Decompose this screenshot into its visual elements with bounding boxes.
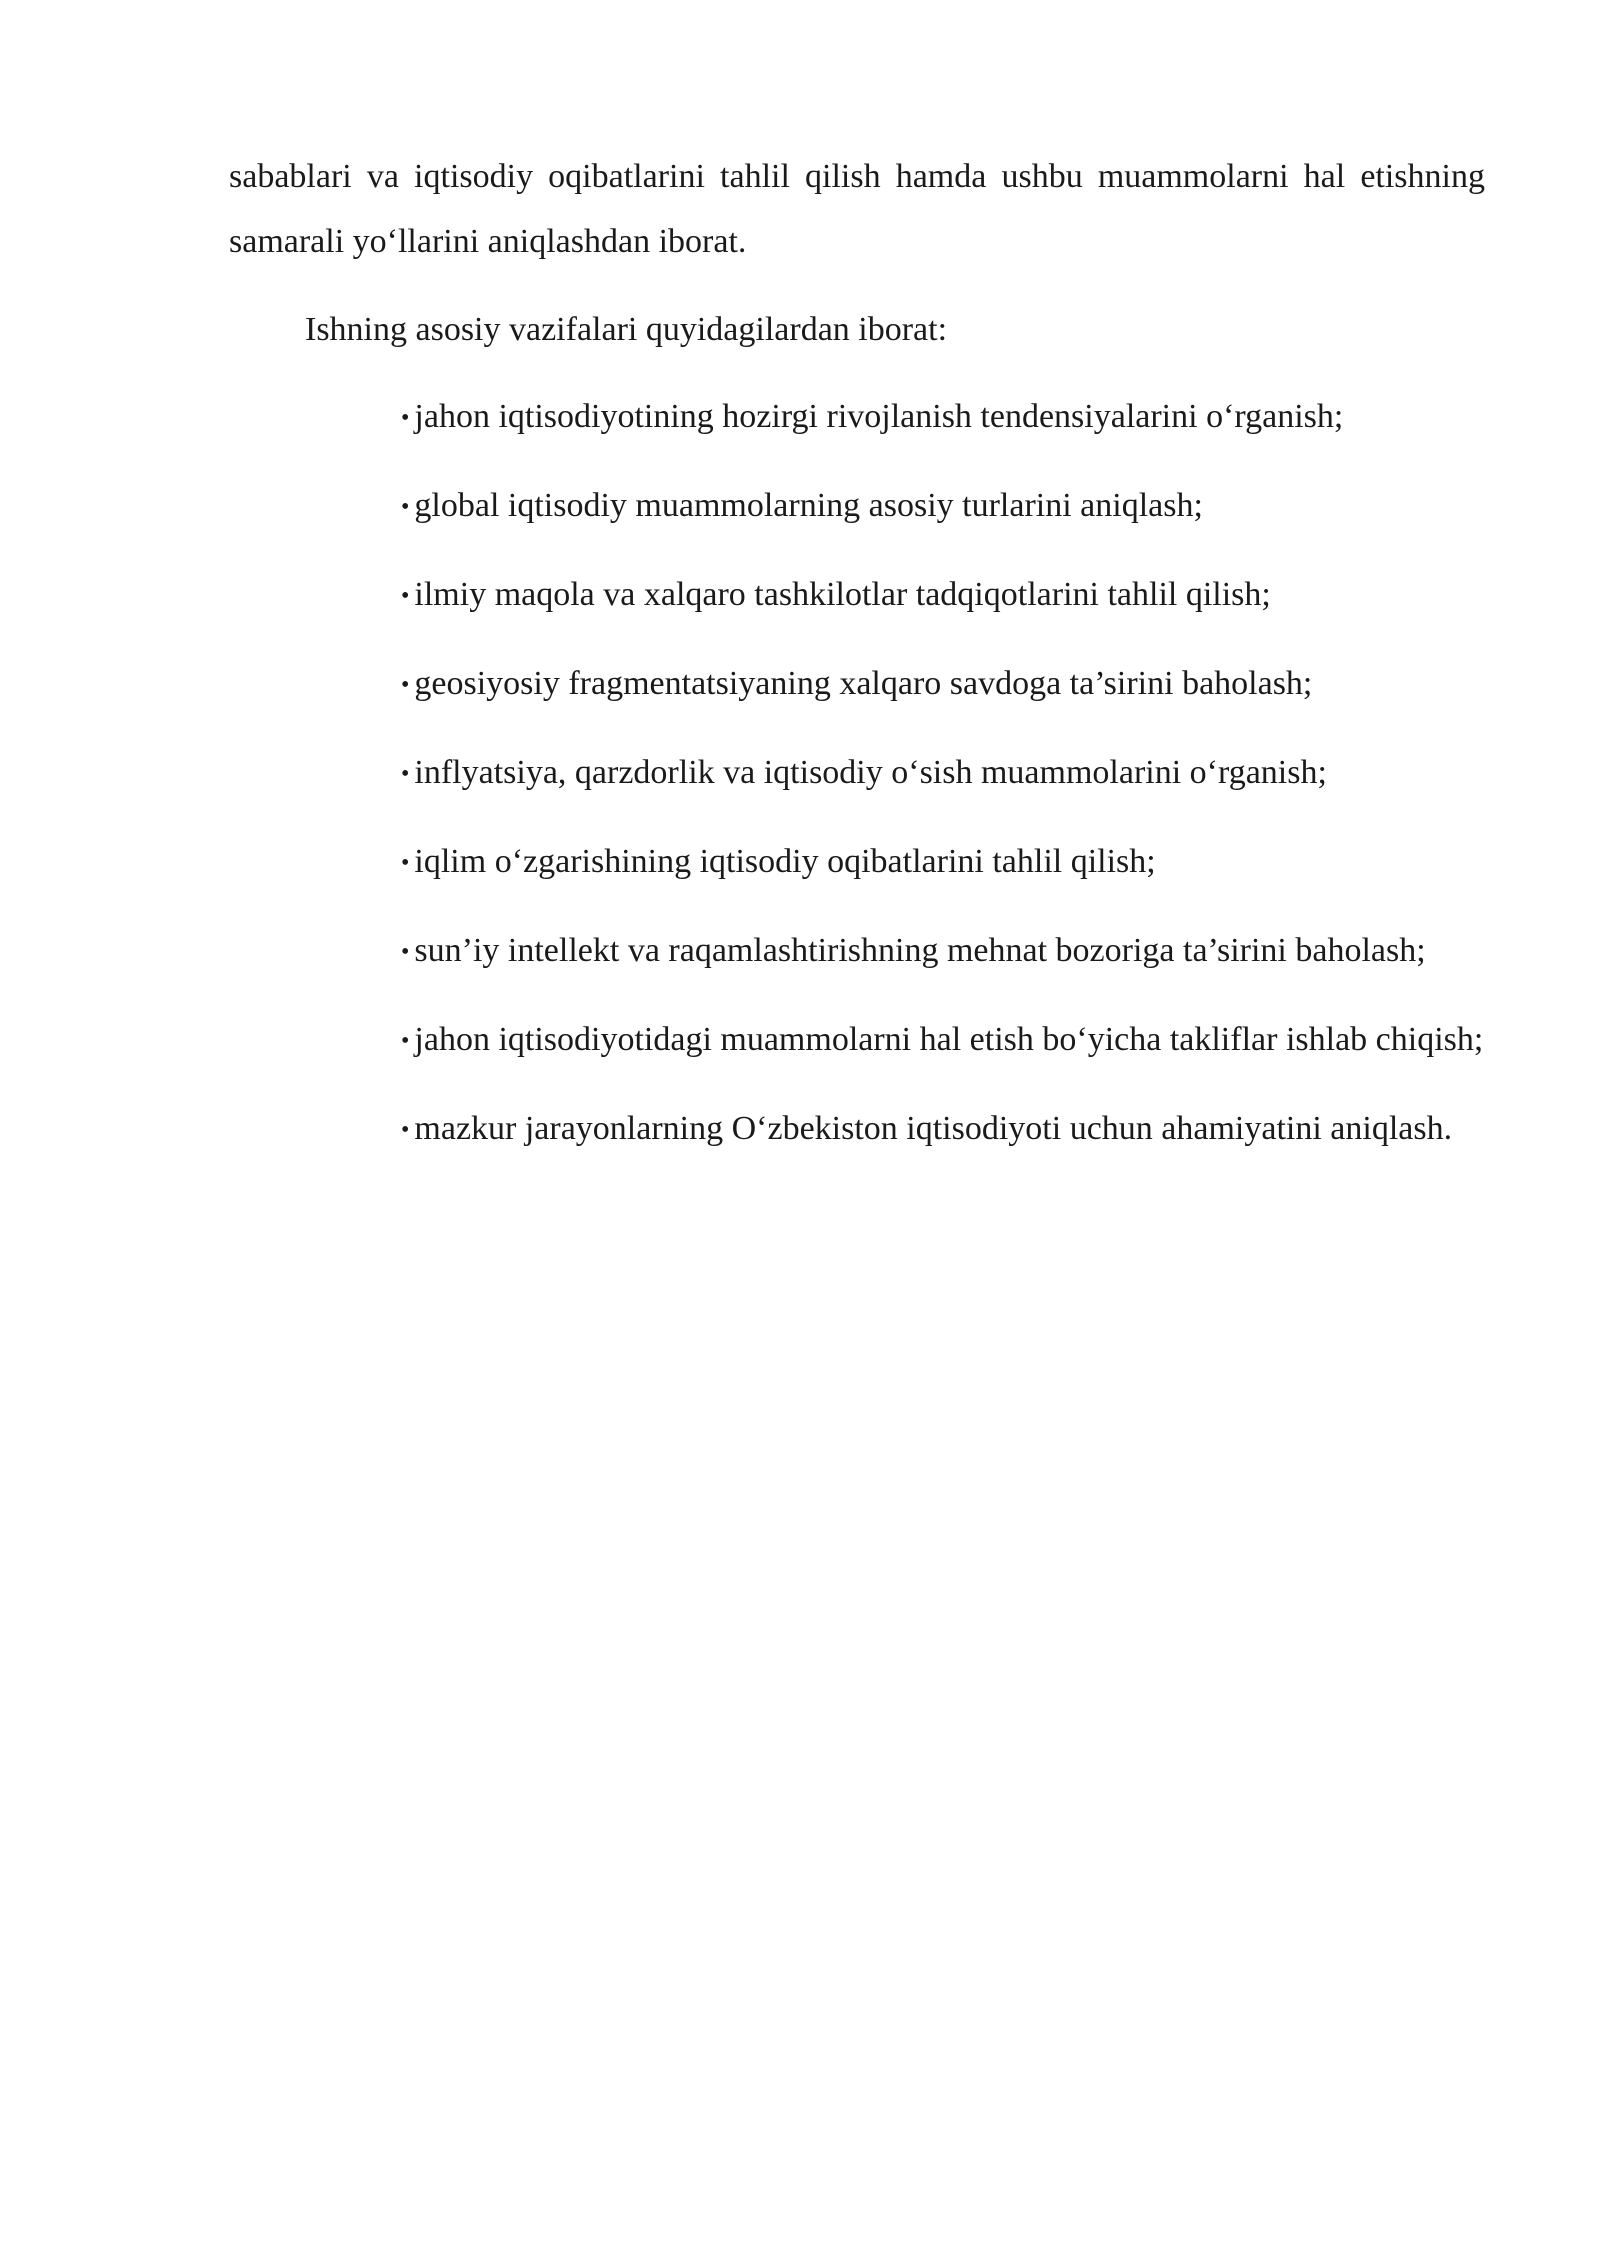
list-item [325, 740, 1485, 807]
list-item [325, 562, 1485, 629]
list-item-text: sun’iy intellekt va raqamlashtirishning mehnat bozoriga ta’sirini baholash; [414, 932, 1426, 969]
list-item [325, 651, 1485, 718]
bullet-icon: • [401, 672, 410, 698]
list-item-text: jahon iqtisodiyotining hozirgi rivojlanish tendensiyalarini o‘rganish; [414, 398, 1344, 435]
bullet-icon: • [401, 939, 410, 965]
list-item-text: inflyatsiya, qarzdorlik va iqtisodiy o‘sish muammolarini o‘rganish; [414, 754, 1327, 791]
list-item [325, 1007, 1485, 1074]
bullet-icon: • [401, 1028, 410, 1054]
bullet-icon: • [401, 1117, 410, 1143]
list-item [325, 473, 1485, 540]
bullet-icon: • [401, 405, 410, 431]
bullet-icon: • [401, 761, 410, 787]
list-item-text: ilmiy maqola va xalqaro tashkilotlar tadqiqotlarini tahlil qilish; [414, 576, 1271, 613]
list-item-text: geosiyosiy fragmentatsiyaning xalqaro savdoga ta’sirini baholash; [414, 665, 1313, 702]
bullet-icon: • [401, 850, 410, 876]
list-item [325, 384, 1485, 451]
tasks-lead-paragraph: Ishning asosiy vazifalari quyidagilardan iborat: [305, 311, 948, 348]
list-item-text: jahon iqtisodiyotidagi muammolarni hal etish bo‘yicha takliflar ishlab chiqish; [414, 1021, 1484, 1058]
tasks-list [325, 384, 1485, 1185]
list-item-text: mazkur jarayonlarning O‘zbekiston iqtisodiyoti uchun ahamiyatini aniqlash. [414, 1110, 1453, 1147]
bullet-icon: • [401, 583, 410, 609]
intro-paragraph: sabablari va iqtisodiy oqibatlarini tahlil qilish hamda ushbu muammolarni hal etishning samarali yo‘llarini aniqlashdan iborat. [229, 158, 1485, 260]
list-item [325, 918, 1485, 985]
list-item-text: iqlim o‘zgarishining iqtisodiy oqibatlarini tahlil qilish; [414, 843, 1156, 880]
list-item [325, 829, 1485, 896]
list-item-text: global iqtisodiy muammolarning asosiy turlarini aniqlash; [414, 487, 1203, 524]
bullet-icon: • [401, 494, 410, 520]
list-item [325, 1096, 1485, 1163]
